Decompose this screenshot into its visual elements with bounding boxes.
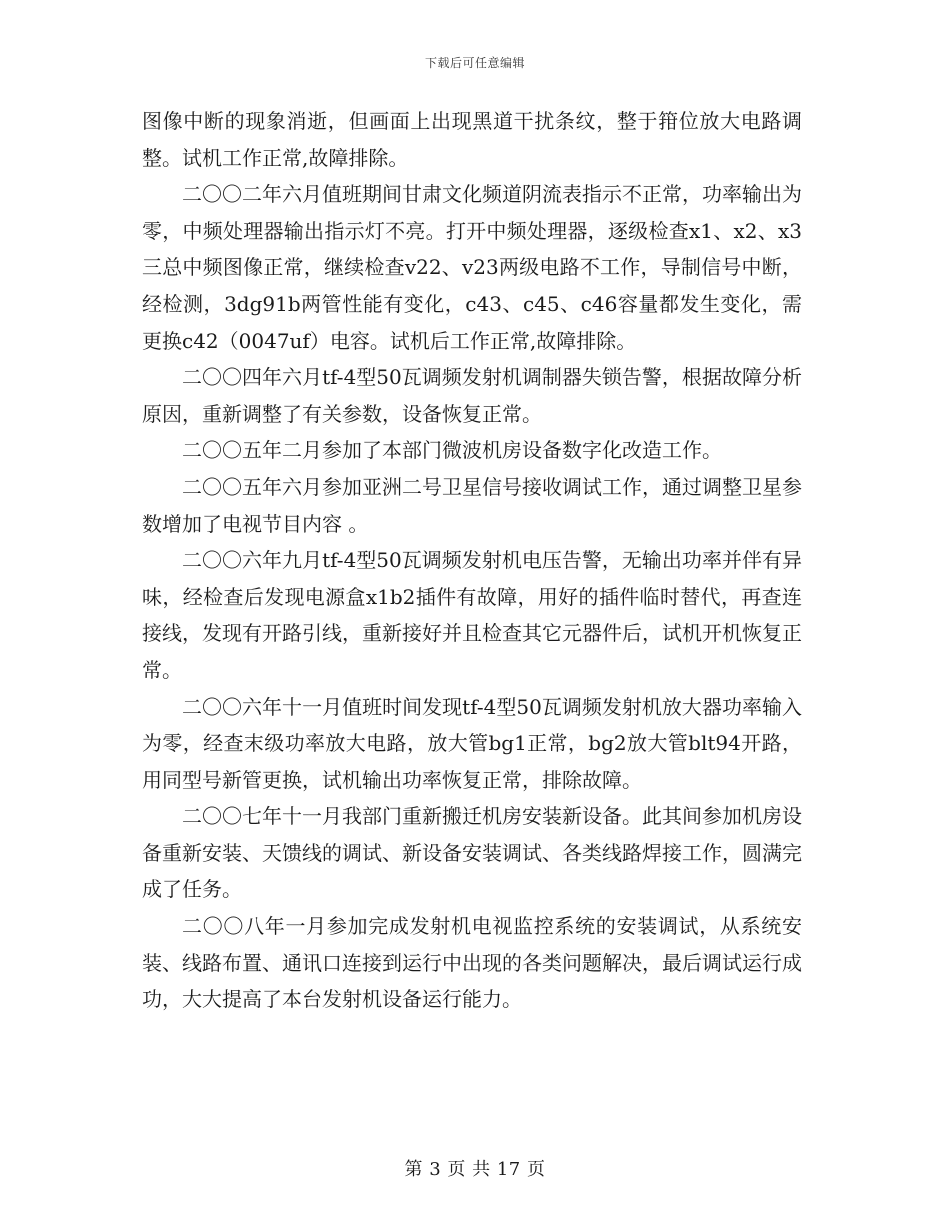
paragraph: 二〇〇六年十一月值班时间发现tf-4型50瓦调频发射机放大器功率输入为零，经查末级功率放大电路，放大管bg1正常，bg2放大管blt94开路，用同型号新管更换，试机输出功率恢复正常，排除故障。 (142, 694, 802, 792)
paragraph: 图像中断的现象消逝，但画面上出现黑道干扰条纹，整于箝位放大电路调整。试机工作正常,故障排除。 (142, 109, 802, 170)
page-number: 第 3 页 共 17 页 (404, 1159, 546, 1180)
paragraph: 二〇〇五年六月参加亚洲二号卫星信号接收调试工作，通过调整卫星参数增加了电视节目内容 。 (142, 474, 802, 536)
paragraph: 二〇〇七年十一月我部门重新搬迁机房安装新设备。此其间参加机房设备重新安装、天馈线的调试、新设备安装调试、各类线路焊接工作，圆满完成了任务。 (142, 804, 802, 902)
paragraph: 二〇〇四年六月tf-4型50瓦调频发射机调制器失锁告警，根据故障分析原因，重新调整了有关参数，设备恢复正常。 (142, 365, 802, 426)
paragraph: 二〇〇八年一月参加完成发射机电视监控系统的安装调试，从系统安装、线路布置、通讯口连接到运行中出现的各类问题解决，最后调试运行成功，大大提高了本台发射机设备运行能力。 (142, 914, 802, 1012)
paragraph: 二〇〇五年二月参加了本部门微波机房设备数字化改造工作。 (182, 438, 722, 463)
document-body (142, 103, 802, 1018)
paragraph: 二〇〇二年六月值班期间甘肃文化频道阴流表指示不正常，功率输出为零，中频处理器输出指示灯不亮。打开中频处理器，逐级检查x1、x2、x3三总中频图像正常，继续检查v22、v23两级电路不工作，导制信号中断，经检测，3dg91b两管性能有变化，c43、c45、c46容量都发生变化，需更换c42（0047uf）电容。试机后工作正常,故障排除。 (142, 182, 802, 353)
paragraph: 二〇〇六年九月tf-4型50瓦调频发射机电压告警，无输出功率并伴有异味，经检查后发现电源盒x1b2插件有故障，用好的插件临时替代，再查连接线，发现有开路引线，重新接好并且检查其它元器件后，试机开机恢复正常。 (142, 548, 802, 682)
page-header: 下载后可任意编辑 (424, 56, 525, 70)
